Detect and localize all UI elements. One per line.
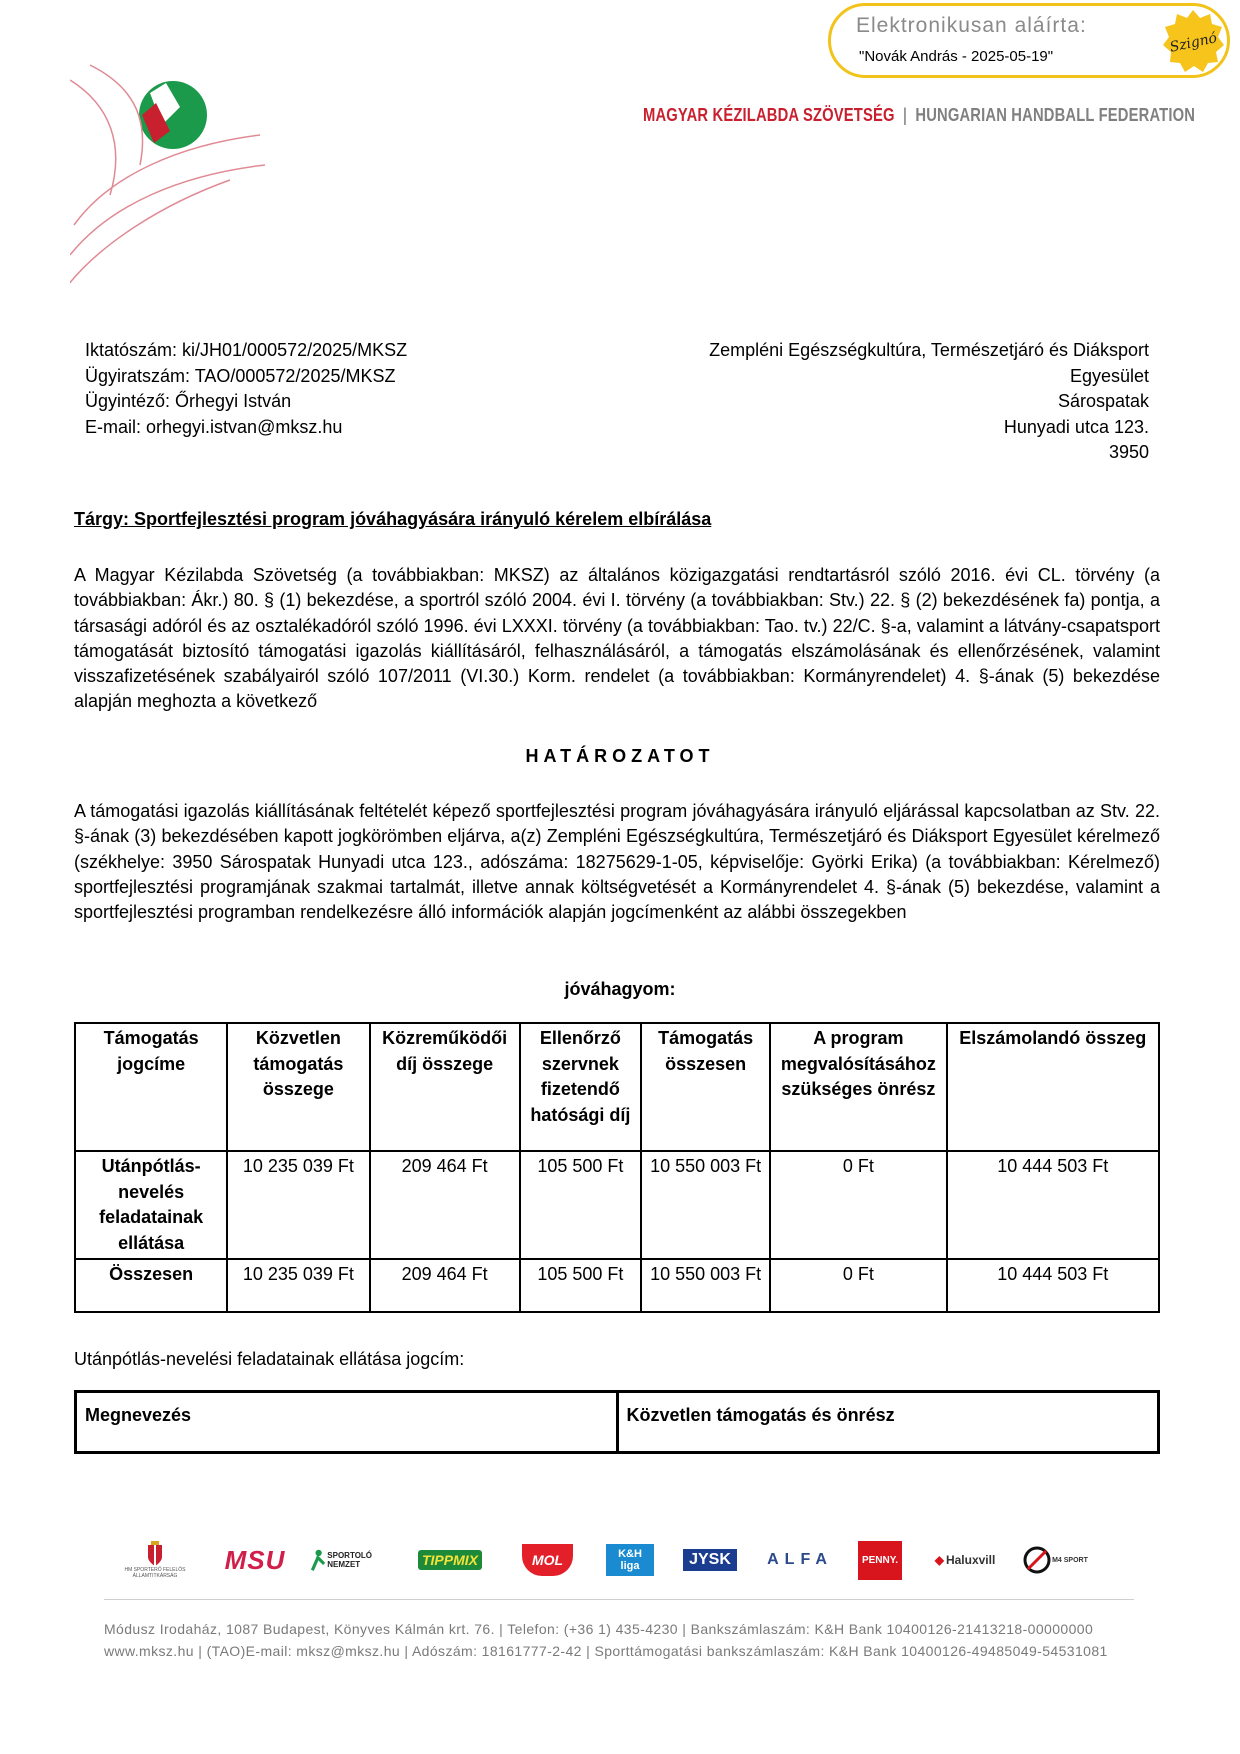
recipient-street: Hunyadi utca 123.: [1003, 416, 1149, 437]
e-signature-signer: "Novák András - 2025-05-19": [859, 48, 1054, 65]
sponsor-strip: [110, 1530, 1130, 1590]
federation-name-en: HUNGARIAN HANDBALL FEDERATION: [915, 105, 1196, 125]
table-header-cell: A program megvalósításához szükséges önrész: [770, 1023, 946, 1151]
table-cell: 0 Ft: [770, 1151, 946, 1259]
coat-of-arms-icon: [146, 1541, 164, 1567]
approve-label: jóváhagyom:: [564, 979, 676, 999]
sponsor-hm-logo: [110, 1530, 200, 1590]
federation-title: [643, 105, 1195, 126]
table-cell: 10 550 003 Ft: [641, 1259, 770, 1312]
legal-basis-paragraph: A Magyar Kézilabda Szövetség (a továbbiakban: MKSZ) az általános közigazgatási rendtartásról szóló 2016. évi CL. törvény (a továbbiakban: Ákr.) 80. § (1) bekezdése, a sportról szóló 2004. évi I. törvény (a továbbiakban: Stv.) 22. § (2) bekezdésének fa) pontja, a társasági adóról és az osztalékadóról szóló 1996. évi LXXXI. törvény (a továbbiakban: Tao. tv.) 22/C. §-a, valamint a látvány-csapatsport támogatását biztosító támogatási igazolás kiállításáról, felhasználásáról, a támogatás elszámolásának és ellenőrzésének, valamint visszafizetésének szabályairól szóló 107/2011 (VI.30.) Korm. rendelet (a továbbiakban: Kormányrendelet) 4. §-ának (5) bekezdése alapján meghozta a következő: [74, 565, 1160, 712]
sponsor-haluxvill-logo: [925, 1530, 1005, 1590]
sponsor-sportolo-nemzet-text: SPORTOLÓ NEMZET: [327, 1551, 373, 1569]
table-cell: 105 500 Ft: [520, 1151, 641, 1259]
table-header-cell: Ellenőrző szervnek fizetendő hatósági díj: [520, 1023, 641, 1151]
table-total-row: [75, 1259, 1159, 1312]
sponsor-jysk-text: JYSK: [683, 1549, 737, 1571]
table-cell: 0 Ft: [770, 1259, 946, 1312]
iktatoszam: Iktatószám: ki/JH01/000572/2025/MKSZ: [85, 340, 408, 360]
sub-heading: Utánpótlás-nevelési feladatainak ellátása jogcím:: [74, 1349, 465, 1369]
contact-email: E-mail: orhegyi.istvan@mksz.hu: [85, 416, 343, 437]
sponsor-tippmix-text: TIPPMIX: [418, 1550, 482, 1570]
table-header-cell: Közreműködői díj összege: [370, 1023, 520, 1151]
mksz-logo-icon: [70, 55, 270, 310]
table-cell: Összesen: [75, 1259, 227, 1312]
sponsor-msu-logo: MSU: [224, 1544, 286, 1575]
sponsor-sportolo-nemzet-logo: [310, 1530, 390, 1590]
table-header-cell: Közvetlen támogatás összege: [227, 1023, 369, 1151]
recipient-zip: 3950: [1108, 442, 1149, 462]
federation-separator: |: [902, 105, 908, 125]
e-signature-title: Elektronikusan aláírta:: [856, 14, 1087, 37]
table-header-cell: Elszámolandó összeg: [947, 1023, 1159, 1151]
table-header-cell: Támogatás jogcíme: [75, 1023, 227, 1151]
m4-sport-icon: [1022, 1545, 1052, 1575]
recipient-city: Sárospatak: [1057, 391, 1149, 411]
footer-divider: [104, 1599, 1134, 1600]
table-cell: 209 464 Ft: [370, 1151, 520, 1259]
subject-line: Tárgy: Sportfejlesztési program jóváhagyására irányuló kérelem elbírálása: [74, 509, 712, 529]
federation-name-hu: MAGYAR KÉZILABDA SZÖVETSÉG: [643, 105, 895, 125]
table-cell: 10 444 503 Ft: [947, 1151, 1159, 1259]
sponsor-mol-text: MOL: [522, 1544, 573, 1576]
sponsor-m4-sport-text: M4 SPORT: [1052, 1556, 1088, 1564]
table-header-cell: Megnevezés: [76, 1392, 618, 1453]
sponsor-kh-liga-text: K&H liga: [606, 1544, 654, 1576]
sponsor-penny-logo: [855, 1530, 905, 1590]
table-cell: 209 464 Ft: [370, 1259, 520, 1312]
table-header-cell: Támogatás összesen: [641, 1023, 770, 1151]
sponsor-tippmix-logo: [410, 1530, 490, 1590]
decision-title: HATÁROZATOT: [525, 746, 715, 766]
sponsor-haluxvill-text: Haluxvill: [945, 1553, 996, 1567]
table-cell: 10 550 003 Ft: [641, 1151, 770, 1259]
table-header-cell: Közvetlen támogatás és önrész: [617, 1392, 1159, 1453]
recipient-block: [709, 338, 1149, 466]
svg-text:Szignó: Szignó: [1168, 30, 1219, 56]
table-cell: 10 444 503 Ft: [947, 1259, 1159, 1312]
haluxvill-icon: ◆: [934, 1553, 944, 1567]
table-row: [75, 1151, 1159, 1259]
ugyiratszam: Ügyiratszám: TAO/000572/2025/MKSZ: [85, 365, 396, 386]
table-header-row: [76, 1392, 1159, 1453]
footer: [104, 1618, 1108, 1662]
sponsor-kh-liga-logo: [600, 1530, 660, 1590]
sportolo-nemzet-icon: [310, 1545, 327, 1575]
table-cell: 105 500 Ft: [520, 1259, 641, 1312]
szigno-seal-icon: [1161, 9, 1225, 73]
table-cell: Utánpótlás-nevelés feladatainak ellátása: [75, 1151, 227, 1259]
decision-paragraph: A támogatási igazolás kiállításának feltételét képező sportfejlesztési program jóváhagyására irányuló eljárással kapcsolatban az Stv. 22. §-ának (3) bekezdésében kapott jogkörömben eljárva, a(z) Zempléni Egészségkultúra, Természetjáró és Diáksport Egyesület kérelmező (székhelye: 3950 Sárospatak Hunyadi utca 123., adószáma: 18275629-1-05, képviselője: Györki Erika) (a továbbiakban: Kérelmező) sportfejlesztési programjának szakmai tartalmát, illetve annak költségvetését a Kormányrendelet 4. §-ának (5) bekezdése, valamint a sportfejlesztési programban rendelkezésre álló információk alapján jogcímenként az alábbi összegekben: [74, 801, 1160, 923]
sponsor-jysk-logo: [675, 1530, 745, 1590]
approval-table: [74, 1022, 1160, 1313]
table-header-row: [75, 1023, 1159, 1151]
sponsor-mol-logo: [515, 1530, 580, 1590]
reference-block: [85, 338, 407, 440]
table-cell: 10 235 039 Ft: [227, 1259, 369, 1312]
sponsor-alfa-logo: ALFA: [767, 1551, 833, 1568]
details-table: [74, 1390, 1160, 1454]
table-cell: 10 235 039 Ft: [227, 1151, 369, 1259]
recipient-name-line1: Zempléni Egészségkultúra, Természetjáró és Diáksport: [709, 340, 1149, 360]
recipient-name-line2: Egyesület: [1069, 365, 1149, 386]
ugyintezo: Ügyintéző: Őrhegyi István: [85, 391, 292, 411]
footer-address-line: Módusz Irodaház, 1087 Budapest, Könyves Kálmán krt. 76. | Telefon: (+36 1) 435-4230 | Bankszámlaszám: K&H Bank 10400126-21413218-00000000: [104, 1621, 1094, 1637]
sponsor-hm-text: HM SPORTERŐ FELELŐS ÁLLAMTITKÁRSÁG: [124, 1567, 186, 1579]
footer-contact-line: www.mksz.hu | (TAO)E-mail: mksz@mksz.hu | Adószám: 18161777-2-42 | Sporttámogatási bankszámlaszám: K&H Bank 10400126-49485049-54531081: [104, 1643, 1108, 1659]
e-signature-badge: [828, 3, 1230, 78]
sponsor-penny-text: PENNY.: [858, 1541, 902, 1580]
sponsor-m4-sport-logo: [1020, 1530, 1090, 1590]
